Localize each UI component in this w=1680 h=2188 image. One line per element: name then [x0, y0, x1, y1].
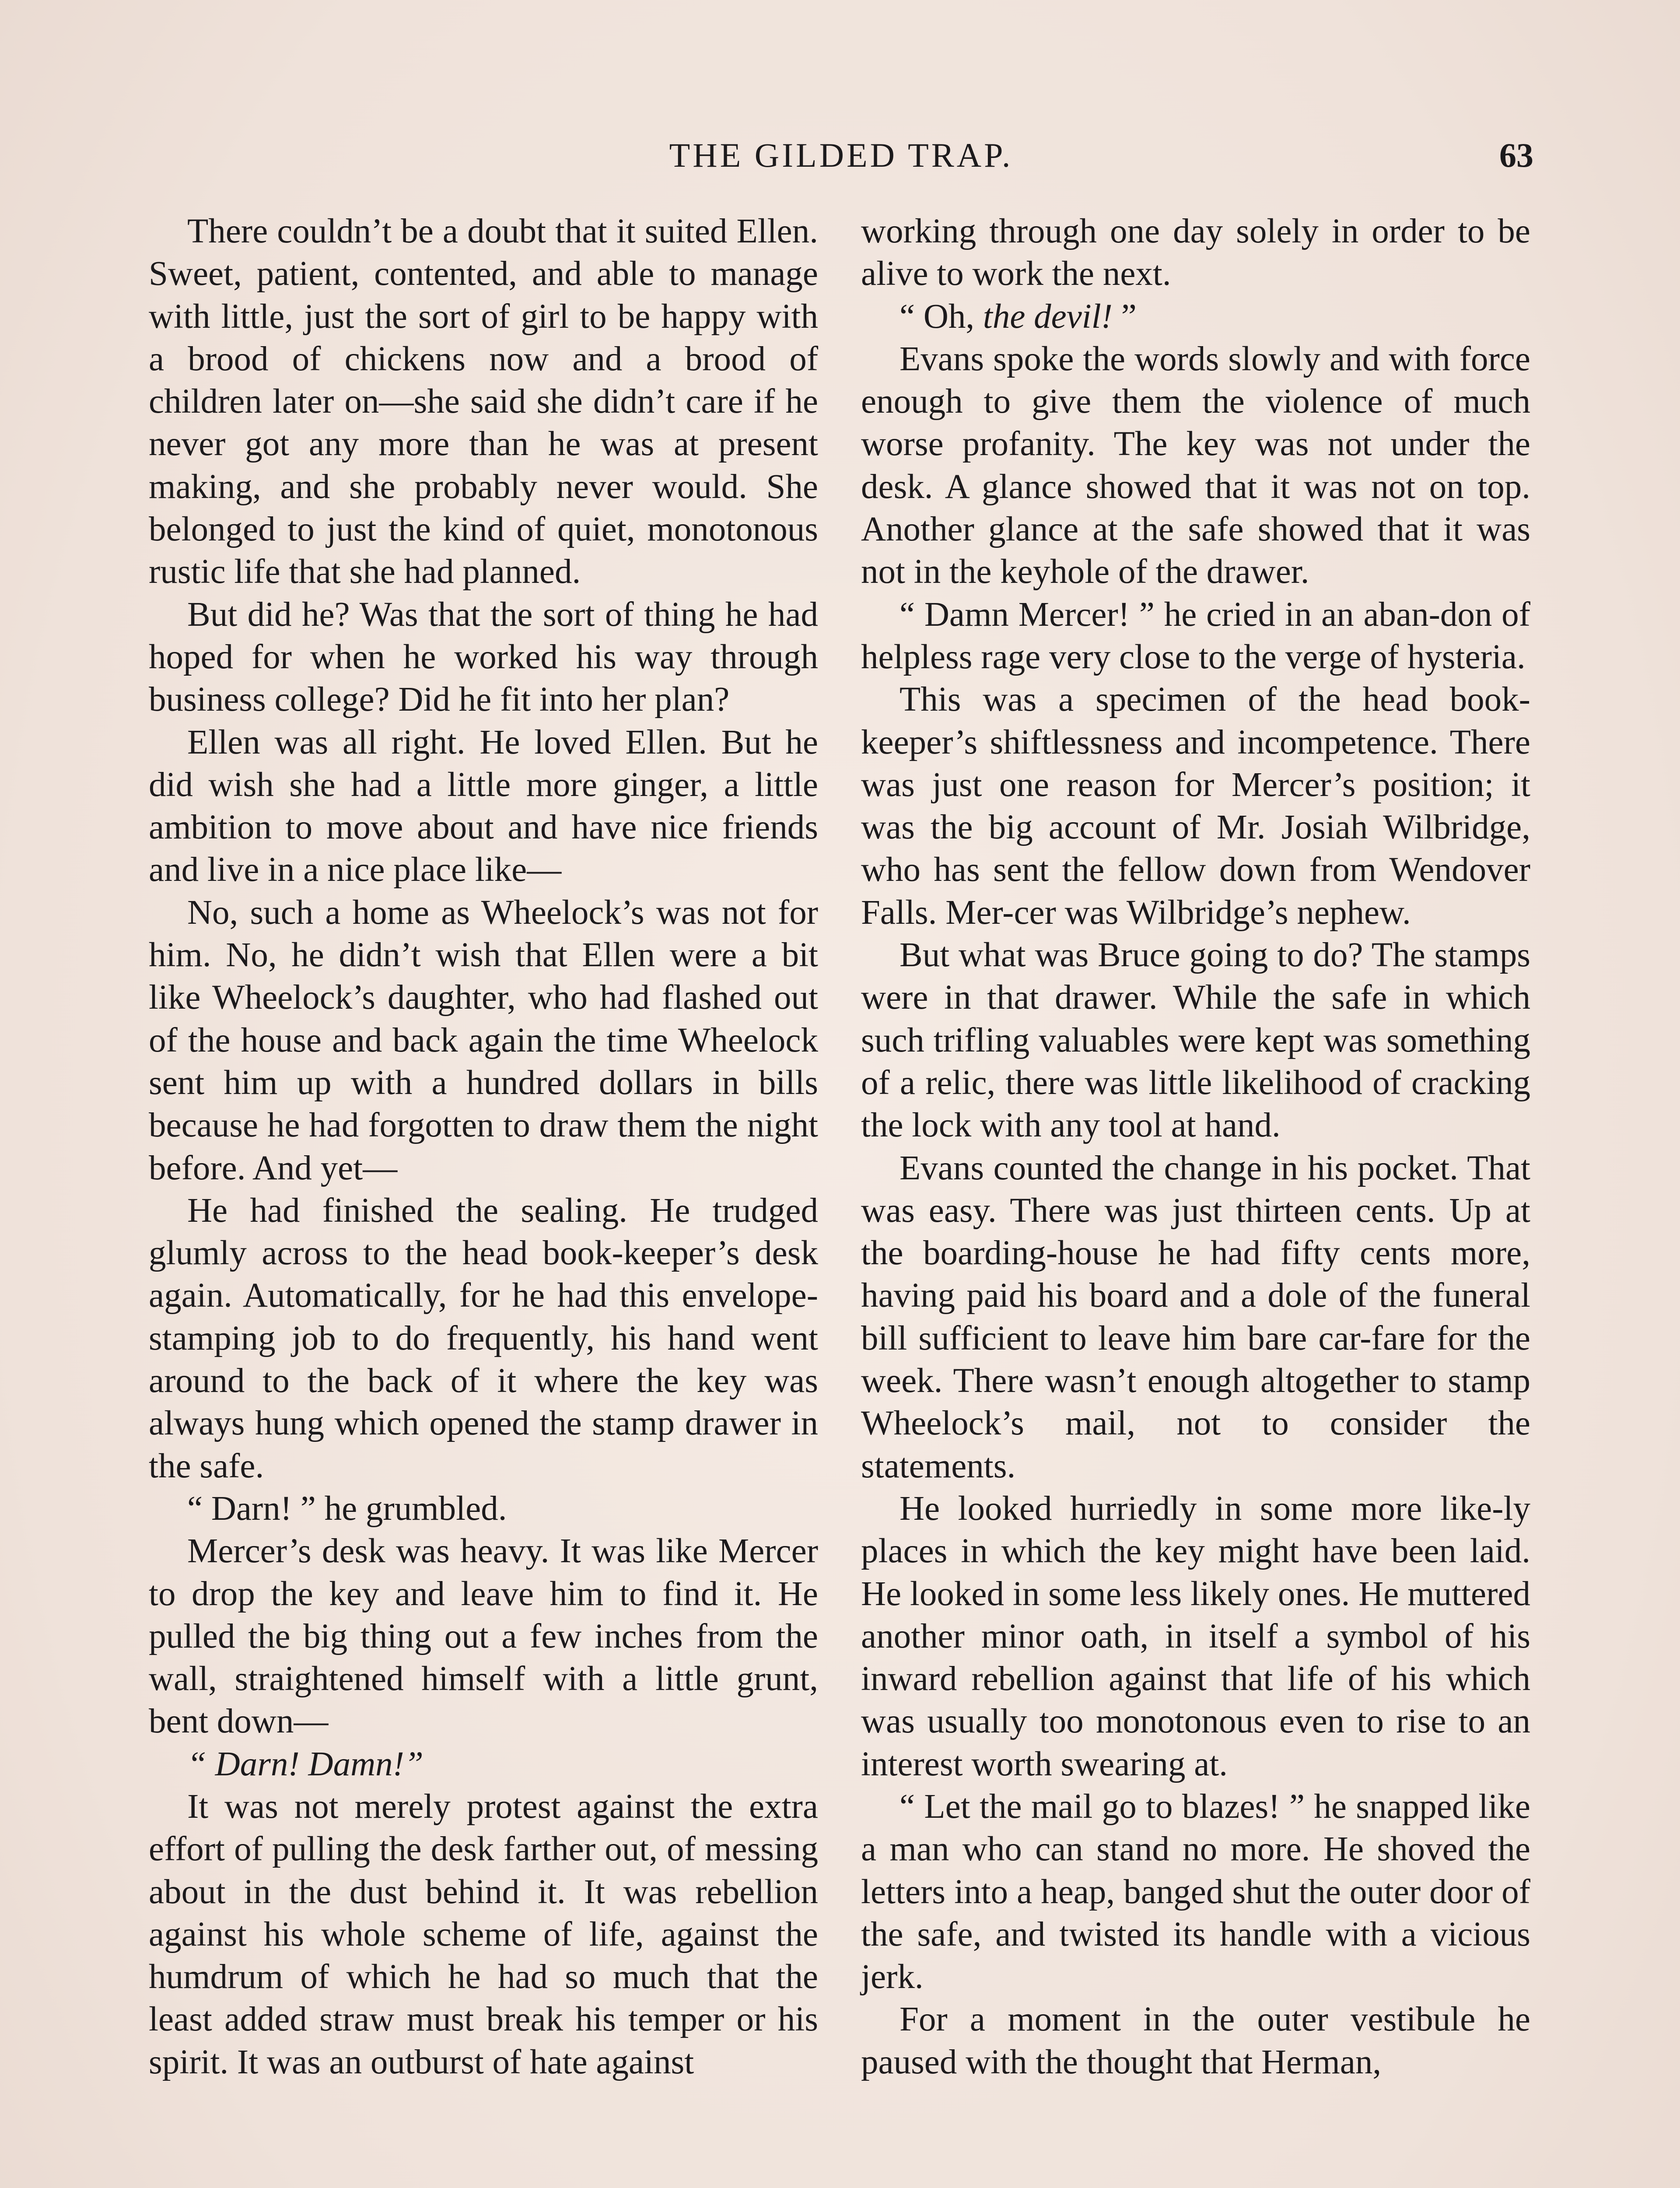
paragraph-italic — [149, 1743, 818, 1785]
paragraph: Evans counted the change in his pocket. That was easy. There was just thirteen cents. Up at the boarding-house he had fifty cents more, having paid his board and a dole of the funeral bill sufficient to leave him bare car-fare for the week. There wasn’t enough altogether to stamp Wheelock’s mail, not to consider the statements. — [861, 1149, 1530, 1485]
paragraph: For a moment in the outer vestibule he paused with the thought that Herman, — [861, 2000, 1530, 2081]
running-title: THE GILDED TRAP. — [669, 136, 1013, 174]
paragraph: Mercer’s desk was heavy. It was like Mercer to drop the key and leave him to find it. He pulled the big thing out a few inches from the wall, straightened himself with a little grunt, bent down— — [149, 1532, 818, 1741]
paragraph: He had finished the sealing. He trudged glumly across to the head book-keeper’s desk again. Automatically, for he had this envelope-stamping job to do frequently, his hand went around to the back of it where the key was always hung which opened the stamp drawer in the safe. — [149, 1191, 818, 1485]
paragraph: He looked hurriedly in some more like-ly places in which the key might have been laid. He looked in some less likely ones. He muttered another minor oath, in itself a symbol of his inward rebellion against that life of his which was usually too monotonous even to rise to an interest worth swearing at. — [861, 1489, 1530, 1783]
paragraph: But what was Bruce going to do? The stamps were in that drawer. While the safe in which such trifling valuables were kept was something of a relic, there was little likelihood of cracking the lock with any tool at hand. — [861, 936, 1530, 1145]
paragraph: Evans spoke the words slowly and with force enough to give them the violence of much worse profanity. The key was not under the desk. A glance showed that it was not on top. Another glance at the safe showed that it was not in the keyhole of the drawer. — [861, 340, 1530, 591]
left-column — [149, 210, 818, 2083]
italic-phrase: the devil! — [983, 297, 1113, 336]
page-header — [149, 131, 1533, 179]
paragraph: There couldn’t be a doubt that it suited Ellen. Sweet, patient, contented, and able to manage with little, just the sort of girl to be happy with a brood of chickens now and a brood of children later on—she said she didn’t care if he never got any more than he was at present making, and she probably never would. She belonged to just the kind of quiet, monotonous rustic life that she had planned. — [149, 212, 818, 591]
paragraph-continued: working through one day solely in order to be alive to work the next. — [861, 212, 1530, 293]
paragraph: But did he? Was that the sort of thing he had hoped for when he worked his way through business college? Did he fit into her plan? — [149, 595, 818, 719]
paragraph: “ Oh, the devil! ” — [900, 297, 1137, 336]
paragraph: Ellen was all right. He loved Ellen. But he did wish she had a little more ginger, a little ambition to move about and have nice friends and live in a nice place like— — [149, 723, 818, 889]
paragraph: This was a specimen of the head book-keeper’s shiftlessness and incompetence. There was just one reason for Mercer’s position; it was the big account of Mr. Josiah Wilbridge, who has sent the fellow down from Wendover Falls. Mer-cer was Wilbridge’s nephew. — [861, 680, 1530, 932]
paragraph: It was not merely protest against the extra effort of pulling the desk farther out, of messing about in the dust behind it. It was rebellion against his whole scheme of life, against the humdrum of which he had so much that the least added straw must break his temper or his spirit. It was an outburst of hate against — [149, 1787, 818, 2081]
page-number: 63 — [1499, 136, 1533, 174]
italic-exclamation: “ Darn! Damn!” — [187, 1745, 424, 1783]
paragraph: “ Let the mail go to blazes! ” he snapped like a man who can stand no more. He shoved the letters into a heap, banged shut the outer door of the safe, and twisted its handle with a vicious jerk. — [861, 1787, 1530, 1996]
paragraph: “ Damn Mercer! ” he cried in an aban-don of helpless rage very close to the verge of hysteria. — [861, 595, 1530, 676]
paragraph: “ Darn! ” he grumbled. — [187, 1489, 507, 1528]
right-column — [861, 210, 1530, 2083]
paragraph: No, such a home as Wheelock’s was not for him. No, he didn’t wish that Ellen were a bit like Wheelock’s daughter, who had flashed out of the house and back again the time Wheelock sent him up with a hundred dollars in bills because he had forgotten to draw them the night before. And yet— — [149, 893, 818, 1187]
